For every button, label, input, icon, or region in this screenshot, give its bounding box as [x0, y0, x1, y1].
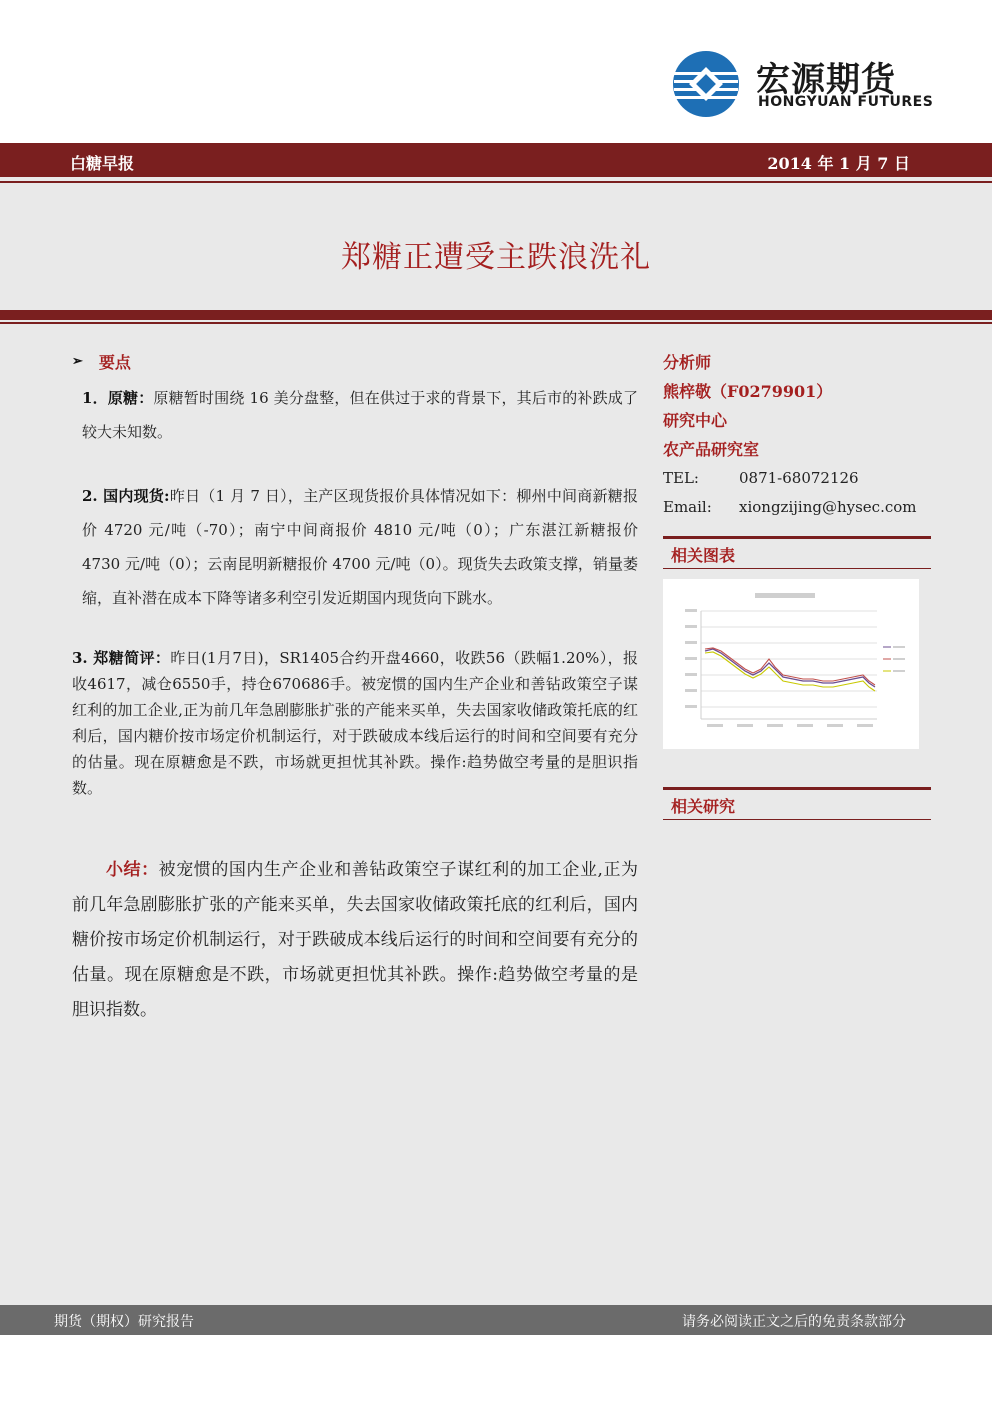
footer-report-label: 期货（期权）研究报告 — [54, 1314, 194, 1330]
footer-disclaimer-note: 请务必阅读正文之后的免责条款部分 — [682, 1314, 906, 1330]
key-point-text: 昨日(1月7日)，SR1405合约开盘4660，收跌56（跌幅1.20%），报收4617，减仓6550手，持仓670686手。被宠惯的国内生产企业和善钻政策空子谋红利的加工企业,正为前几年急剧膨胀扩张的产能来买单，失去国家收储政策托底的红利后，国内糖价按市场定价机制运行，对于跌破成本线后运行的时间和空间要有充分的估量。现在原糖愈是不跌，市场就更担忧其补跌。操作:趋势做空考量的是胆识指数。 — [72, 649, 639, 797]
page-title: 郑糖正遭受主跌浪洗礼 — [341, 240, 651, 275]
title-divider — [0, 310, 992, 320]
email-label: Email: — [663, 498, 712, 516]
department: 研究中心 — [663, 411, 728, 430]
brand-name-cn: 宏源期货 — [756, 60, 896, 100]
key-point-label: 2. 国内现货: — [82, 487, 170, 505]
sub-department: 农产品研究室 — [663, 440, 760, 459]
key-point-label: 1．原糖： — [82, 389, 154, 407]
contact-email — [663, 493, 931, 522]
analyst-name: 熊梓敬（F0279901） — [663, 382, 833, 401]
key-point-zhengzhou-sugar — [72, 645, 638, 801]
related-charts-heading: 相关图表 — [663, 536, 931, 569]
analyst-label: 分析师 — [663, 353, 712, 372]
key-point-text: 原糖暂时围绕 16 美分盘整，但在供过于求的背景下，其后市的补跌成了较大未知数。 — [82, 389, 638, 441]
tel-value: 0871-68072126 — [739, 469, 859, 487]
header-divider — [0, 181, 992, 183]
title-divider-thin — [0, 322, 992, 324]
chart-thumbnail-image — [663, 579, 919, 749]
arrow-bullet-icon: ➢ — [72, 354, 83, 369]
key-points-title: 要点 — [98, 353, 131, 372]
related-research-heading: 相关研究 — [663, 787, 931, 820]
hongyuan-logo-icon — [672, 50, 740, 118]
summary — [72, 853, 638, 1028]
company-logo — [672, 48, 934, 118]
summary-label: 小结： — [106, 860, 159, 880]
report-type: 白糖早报 — [70, 154, 135, 173]
summary-text: 被宠惯的国内生产企业和善钻政策空子谋红利的加工企业,正为前几年急剧膨胀扩张的产能来买单，失去国家收储政策托底的红利后，国内糖价按市场定价机制运行，对于跌破成本线后运行的时间和空间要有充分的估量。现在原糖愈是不跌，市场就更担忧其补跌。操作:趋势做空考量的是胆识指数。 — [72, 860, 639, 1020]
email-value[interactable]: xiongzijing@hysec.com — [739, 498, 917, 516]
key-point-text: 昨日（1 月 7 日），主产区现货报价具体情况如下：柳州中间商新糖报价 4720 元/吨（-70）；南宁中间商报价 4810 元/吨（0）；广东湛江新糖报价 4730 元/吨（0）；云南昆明新糖报价 4700 元/吨（0）。现货失去政策支撑，销量萎缩，直补潜在成本下降等诸多利空引发近期国内现货向下跳水。 — [82, 487, 638, 607]
report-date: 2014 年 1 月 7 日 — [767, 154, 910, 173]
key-point-domestic-spot — [72, 479, 638, 615]
brand-name-en: HONGYUAN FUTURES — [758, 94, 934, 110]
sidebar — [663, 348, 931, 820]
main-content — [72, 350, 638, 1028]
tel-label: TEL: — [663, 469, 699, 487]
related-chart-thumbnail[interactable] — [663, 579, 919, 749]
key-point-raw-sugar — [72, 381, 638, 449]
contact-tel — [663, 464, 931, 493]
key-points-heading — [72, 350, 638, 373]
key-point-label: 3. 郑糖简评： — [72, 649, 171, 667]
